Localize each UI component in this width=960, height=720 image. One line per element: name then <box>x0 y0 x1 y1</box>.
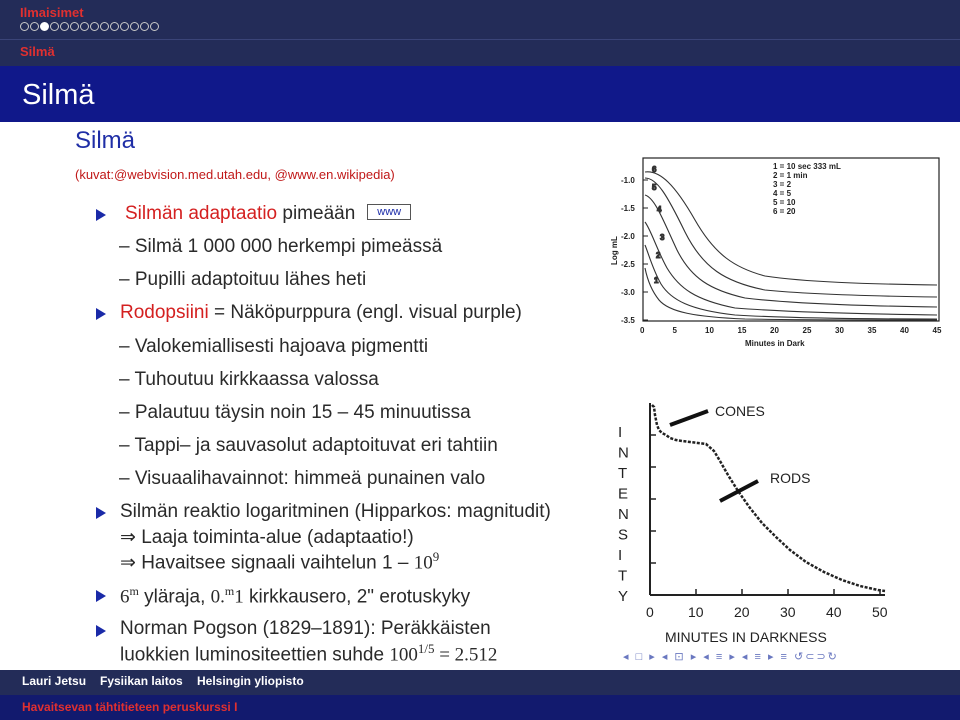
fig1-ytick-label: -2.5 <box>621 260 635 269</box>
block-title: Silmä <box>75 127 136 154</box>
fig1-xtick-label: 30 <box>835 326 844 335</box>
nav-dot[interactable] <box>150 22 159 31</box>
fig2-ylabel-letter: T <box>618 465 628 482</box>
fig1-legend-entry: 5 = 10 <box>773 198 796 207</box>
implication-line <box>120 549 439 574</box>
section-link[interactable]: Ilmaisimet <box>20 5 84 20</box>
nav-dot[interactable] <box>30 22 39 31</box>
fig1-ytick-label: -1.0 <box>621 176 635 185</box>
fig1-xtick-label: 5 <box>672 326 677 335</box>
footer-author: Lauri Jetsu <box>22 674 87 688</box>
math-value: 1 <box>234 586 244 608</box>
bullet-adaptation <box>125 203 411 225</box>
fig2-ylabel-letter: E <box>618 485 629 503</box>
fig2-xtick-label: 50 <box>872 604 888 620</box>
magnitude-text: kirkkausero, 2" erotuskyky <box>243 586 471 608</box>
rods-label: RODS <box>770 470 811 486</box>
fig1-legend-entry: 3 = 2 <box>773 180 792 189</box>
math-equation: = 2.512 <box>434 644 498 666</box>
frame-title: Silmä <box>22 79 95 111</box>
sub-item: – Pupilli adaptoituu lähes heti <box>119 269 367 290</box>
fig1-curve <box>645 268 937 320</box>
fig2-ylabel-letter: S <box>618 526 629 544</box>
bullet-icon <box>96 590 106 602</box>
nav-dot[interactable] <box>70 22 79 31</box>
footer-author-bar <box>0 670 960 695</box>
source-note: (kuvat:@webvision.med.utah.edu, @www.en.wikipedia) <box>75 167 395 182</box>
math-value: 0. <box>210 586 225 608</box>
dark-adaptation-figure <box>605 150 950 350</box>
rhodopsin-term: Rodopsiini <box>120 302 209 323</box>
rhodopsin-rest: = Näköpurppura (engl. visual purple) <box>208 302 522 323</box>
fig2-xtick-label: 30 <box>780 604 796 620</box>
math-superscript: m <box>224 584 235 598</box>
fig2-xtick-label: 20 <box>734 604 750 620</box>
adaptation-term: Silmän adaptaatio <box>125 203 278 224</box>
implication-text: ⇒ Havaitsee signaali vaihtelun 1 – <box>120 552 414 574</box>
fig2-adaptation-curve <box>652 405 885 591</box>
fig2-ylabel-letter: T <box>618 567 628 585</box>
fig2-ylabel-letter: N <box>618 506 629 523</box>
fig1-xtick-label: 35 <box>867 326 877 335</box>
cones-rods-figure <box>610 395 915 650</box>
fig1-legend-entry: 4 = 5 <box>773 189 792 198</box>
math-base: 10 <box>413 552 433 574</box>
fig1-curve-label: 5 <box>652 183 657 192</box>
math-base: 100 <box>389 644 418 666</box>
fig2-ylabel-letter: I <box>618 547 623 564</box>
bullet-log-response: Silmän reaktio logaritminen (Hipparkos: magnitudit) <box>120 501 551 522</box>
sub-item: – Tappi– ja sauvasolut adaptoituvat eri tahtiin <box>119 435 498 456</box>
bullet-icon <box>96 625 106 637</box>
fig1-legend-entry: 1 = 10 sec 333 mL <box>773 162 841 171</box>
bullet-icon <box>96 209 106 221</box>
nav-dots[interactable] <box>20 22 159 36</box>
adaptation-rest: pimeään <box>277 203 356 224</box>
sub-item: – Valokemiallisesti hajoava pigmentti <box>119 336 429 357</box>
sub-item: – Silmä 1 000 000 herkempi pimeässä <box>119 236 443 257</box>
nav-dot[interactable] <box>40 22 49 31</box>
fig1-ytick-label: -3.0 <box>621 288 635 297</box>
fig2-ylabel-letter: Y <box>618 588 629 605</box>
fig1-curve-label: 3 <box>660 233 665 242</box>
fig1-ylabel: Log mL <box>610 236 619 265</box>
nav-dot[interactable] <box>80 22 89 31</box>
bullet-pogson-line2 <box>120 641 497 666</box>
sub-item: – Tuhoutuu kirkkaassa valossa <box>119 369 379 390</box>
nav-dot[interactable] <box>120 22 129 31</box>
header-divider <box>0 39 960 40</box>
math-superscript: m <box>129 584 139 598</box>
magnitude-text: yläraja, <box>138 586 211 608</box>
nav-dot[interactable] <box>20 22 29 31</box>
subsection-link[interactable]: Silmä <box>20 44 55 59</box>
nav-dot[interactable] <box>60 22 69 31</box>
fig1-legend-entry: 6 = 20 <box>773 207 796 216</box>
bullet-icon <box>96 507 106 519</box>
frame-title-bar <box>0 66 960 122</box>
fig1-ytick-label: -3.5 <box>621 316 635 325</box>
fig1-curve-label: 4 <box>657 205 662 214</box>
footer-course-bar <box>0 695 960 720</box>
fig2-xtick-label: 0 <box>646 604 654 620</box>
nav-dot[interactable] <box>100 22 109 31</box>
nav-dot[interactable] <box>140 22 149 31</box>
fig1-curve-label: 1 <box>654 276 659 285</box>
cones-pointer <box>670 411 708 425</box>
fig2-xlabel: MINUTES IN DARKNESS <box>665 629 827 645</box>
sub-item: – Visuaalihavainnot: himmeä punainen valo <box>119 468 486 489</box>
nav-dot[interactable] <box>50 22 59 31</box>
math-value: 6 <box>120 586 130 608</box>
fig1-curve-label: 6 <box>652 165 657 174</box>
www-link-button[interactable]: www <box>367 204 411 220</box>
rods-pointer <box>720 481 758 501</box>
math-exponent: 9 <box>432 549 440 564</box>
footer-department: Fysiikan laitos <box>100 674 183 688</box>
fig2-ylabel-letter: I <box>618 424 623 441</box>
fig1-xtick-label: 40 <box>900 326 909 335</box>
beamer-nav-controls[interactable]: ◂ □ ▸ ◂ ⊡ ▸ ◂ ≡ ▸ ◂ ≡ ▸ ≡ ↺⊂⊃↻ <box>623 651 839 663</box>
fig1-xtick-label: 15 <box>737 326 747 335</box>
fig2-ylabel-letter: N <box>618 444 629 462</box>
fig1-xlabel: Minutes in Dark <box>745 339 805 348</box>
bullet-magnitudes <box>120 584 470 608</box>
fig2-xtick-label: 10 <box>688 604 704 620</box>
math-exponent: 1/5 <box>417 641 435 656</box>
nav-dot[interactable] <box>130 22 139 31</box>
pogson-text: luokkien luminositeettien suhde <box>120 644 390 666</box>
footer-university: Helsingin yliopisto <box>197 674 304 688</box>
fig1-curve-label: 2 <box>656 251 661 260</box>
fig1-legend-entry: 2 = 1 min <box>773 171 808 180</box>
bullet-rhodopsin <box>120 302 522 324</box>
fig1-ytick-label: -1.5 <box>621 204 635 213</box>
implication-line: ⇒ Laaja toiminta-alue (adaptaatio!) <box>120 527 414 548</box>
fig1-curve <box>645 245 937 319</box>
bullet-icon <box>96 308 106 320</box>
fig1-xtick-label: 10 <box>705 326 714 335</box>
fig1-xtick-label: 25 <box>802 326 812 335</box>
fig1-ytick-label: -2.0 <box>621 232 635 241</box>
cones-label: CONES <box>715 403 765 419</box>
sub-item: – Palautuu täysin noin 15 – 45 minuutissa <box>119 402 471 423</box>
header-bar <box>0 0 960 66</box>
bullet-pogson-line1: Norman Pogson (1829–1891): Peräkkäisten <box>120 618 491 639</box>
nav-dot[interactable] <box>90 22 99 31</box>
fig1-xtick-label: 45 <box>932 326 942 335</box>
fig1-xtick-label: 20 <box>770 326 779 335</box>
nav-dot[interactable] <box>110 22 119 31</box>
footer-course: Havaitsevan tähtitieteen peruskurssi I <box>22 700 238 714</box>
fig2-xtick-label: 40 <box>826 604 842 620</box>
fig1-xtick-label: 0 <box>640 326 645 335</box>
